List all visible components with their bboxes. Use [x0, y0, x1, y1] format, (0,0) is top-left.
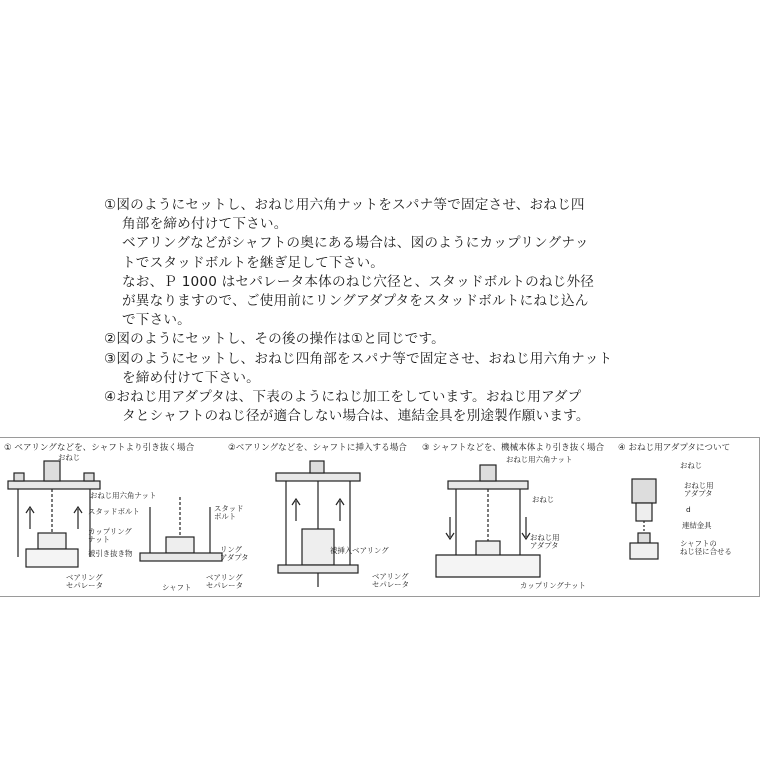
p1-stud-bolt2-line-2: ボルト — [214, 512, 237, 522]
step-1 — [104, 196, 664, 330]
p1-ring-adapter-line-1: リング — [220, 545, 243, 554]
step-1-line-5: なお、Ｐ 1000 はセパレータ本体のねじ穴径と、スタッドボルトのねじ外径 — [122, 273, 595, 290]
step-3-line-2: を締め付けて下さい。 — [122, 369, 260, 386]
step-4-line-2: タとシャフトのねじ径が適合しない場合は、連結金具を別途製作願います。 — [122, 408, 590, 425]
p2-inserted-bearing-label: 被挿入ベアリング — [330, 546, 389, 555]
p1-shaft-label: シャフト — [162, 583, 192, 592]
step-1-line-2: 角部を締め付けて下さい。 — [122, 216, 288, 233]
step-1-line-6: が異なりますので、ご使用前にリングアダプタをスタッドボルトにねじ込ん — [122, 293, 589, 310]
panel-3-title: ③ シャフトなどを、機械本体より引き抜く場合 — [422, 443, 605, 453]
step-4 — [104, 388, 664, 426]
p2-separator-line-1: ベアリング — [372, 572, 409, 581]
step-1-line-3: ベアリングなどがシャフトの奥にある場合は、図のようにカップリングナッ — [122, 235, 589, 252]
panel-4-title: ④ おねじ用アダプタについて — [618, 443, 731, 453]
p1-separator2-line-2: セパレータ — [206, 581, 243, 591]
p4-connector-label: 連結金具 — [682, 521, 712, 530]
step-1-line-4: トでスタッドボルトを継ぎ足して下さい。 — [122, 254, 385, 271]
p1-ring-adapter-line-2: アダプタ — [220, 553, 249, 563]
p1-hex-nut-label: おねじ用六角ナット — [90, 491, 157, 500]
p2-separator-line-2: セパレータ — [372, 580, 409, 590]
panel-2-title: ②ベアリングなどを、シャフトに挿入する場合 — [228, 443, 407, 453]
p4-shaft-label — [680, 540, 732, 557]
p1-stud-bolt2-label — [214, 505, 244, 522]
p3-adapter-line-2: アダプタ — [530, 541, 559, 551]
p3-adapter-label — [530, 534, 560, 551]
panel-1-title: ① ベアリングなどを、シャフトより引き抜く場合 — [4, 443, 195, 453]
p4-adapter-label — [684, 482, 714, 499]
p4-adapter-line-2: アダプタ — [684, 489, 713, 499]
instructions — [104, 196, 664, 426]
p1-separator2-line-1: ベアリング — [206, 573, 243, 582]
p1-separator2-label — [206, 574, 243, 591]
step-3-line-1: ③図のようにセットし、おねじ四角部をスパナ等で固定させ、おねじ用六角ナット — [104, 350, 613, 367]
step-2 — [104, 330, 664, 349]
p1-oneji-label: おねじ — [58, 453, 81, 462]
p4-shaft-line-2: ねじ径に合せる — [680, 547, 732, 557]
p3-oneji-label: おねじ — [532, 495, 555, 504]
step-1-line-7: で下さい。 — [122, 312, 191, 329]
panel-4-drawing — [630, 479, 658, 559]
step-1-line-1: ①図のようにセットし、おねじ用六角ナットをスパナ等で固定させ、おねじ四 — [104, 197, 585, 213]
p1-ring-adapter-label — [220, 546, 249, 563]
p4-d-label: d — [686, 505, 691, 514]
p3-hex-nut-label: おねじ用六角ナット — [506, 455, 573, 464]
p1-workpiece-label: 被引き抜き物 — [88, 549, 133, 558]
p3-adapter-line-1: おねじ用 — [530, 533, 560, 542]
p1-coupling-nut-line-2: ナット — [88, 535, 111, 545]
p1-separator-label — [66, 574, 103, 591]
p2-separator-label — [372, 573, 409, 590]
step-3 — [104, 350, 664, 388]
p1-separator-line-2: セパレータ — [66, 581, 103, 591]
p1-separator-line-1: ベアリング — [66, 573, 103, 582]
p1-stud-bolt2-line-1: スタッド — [214, 504, 244, 513]
p4-adapter-line-1: おねじ用 — [684, 481, 714, 490]
p4-shaft-line-1: シャフトの — [680, 539, 717, 548]
p1-stud-bolt-label: スタッドボルト — [88, 507, 140, 516]
panel-3-drawing — [436, 465, 540, 577]
step-4-line-1: ④おねじ用アダプタは、下表のようにねじ加工をしています。おねじ用アダプ — [104, 389, 582, 406]
p1-coupling-nut-label — [88, 528, 132, 545]
panel-2-drawing — [276, 461, 360, 587]
step-2-line-1: ②図のようにセットし、その後の操作は①と同じです。 — [104, 331, 445, 348]
p1-coupling-nut-line-1: カップリング — [88, 527, 132, 536]
p4-oneji-label: おねじ — [680, 461, 703, 470]
p3-coupling-nut-label: カップリングナット — [520, 581, 586, 590]
